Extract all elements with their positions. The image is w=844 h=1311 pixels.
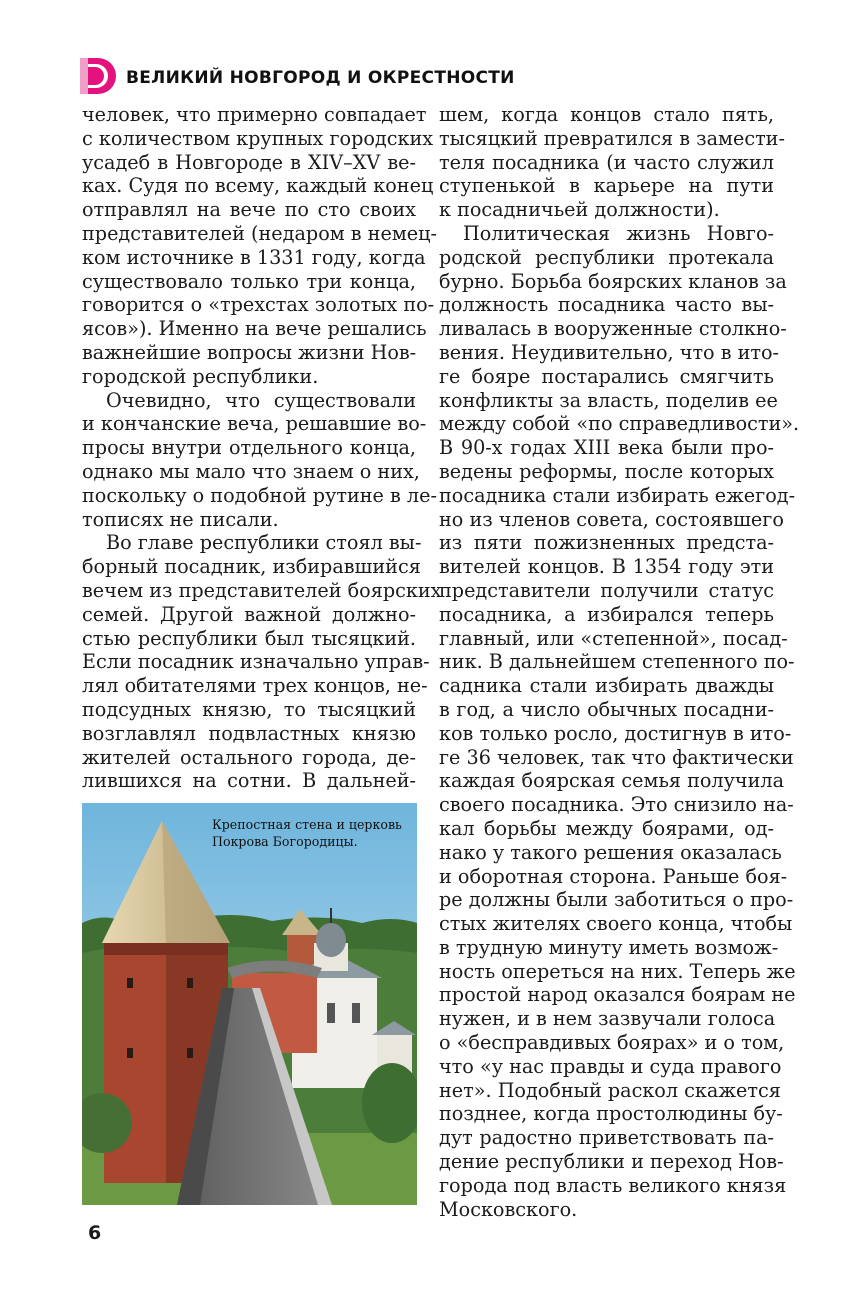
fortress-photo <box>82 803 417 1205</box>
text-line: поскольку о подобной рутине в ле- <box>82 483 437 507</box>
text-line: вечем из представителей боярских <box>82 578 442 602</box>
text-line: нет». Подобный раскол скажется <box>439 1078 781 1102</box>
text-line: и кончанские веча, решавшие во- <box>82 412 427 436</box>
text-line: тописях не писали. <box>82 507 279 531</box>
text-line: позднее, когда простолюдины бу- <box>439 1102 783 1126</box>
text-line: ведены реформы, после которых <box>439 459 774 483</box>
text-line: городской республики. <box>82 364 319 388</box>
text-column-left <box>82 103 442 793</box>
text-line: шем, когда концов стало пять, <box>439 103 774 126</box>
magenta-d-logo-icon <box>80 56 120 96</box>
text-line: лял обитателями трех концов, не- <box>82 674 428 698</box>
text-line: города под власть великого князя <box>439 1173 787 1197</box>
text-line: нужен, и в нем зазвучали голоса <box>439 1007 776 1031</box>
text-line: должность посадника часто вы- <box>439 293 774 317</box>
text-line: вения. Неудивительно, что в ито- <box>439 340 780 364</box>
text-line: что «у нас правды и суда правого <box>439 1054 782 1078</box>
text-line: теля посадника (и часто служил <box>439 150 774 174</box>
text-line: кал борьбы между боярами, од- <box>439 816 774 840</box>
text-line: ком источнике в 1331 году, когда <box>82 245 426 269</box>
caption-line-2: Покрова Богородицы. <box>212 834 358 849</box>
text-line: простой народ оказался боярам не <box>439 983 796 1007</box>
running-header <box>80 56 515 96</box>
text-line: садника стали избирать дважды <box>439 674 774 698</box>
text-line: Политическая жизнь Новго- <box>463 221 774 245</box>
text-line: в год, а число обычных посадни- <box>439 697 774 721</box>
page-number: 6 <box>88 1222 102 1244</box>
text-line: отправлял на вече по сто своих <box>82 198 416 222</box>
text-line: представителей (недаром в немец- <box>82 221 437 245</box>
text-line: посадника, а избирался теперь <box>439 602 774 626</box>
text-line: Во главе республики стоял вы- <box>106 531 422 555</box>
text-line: между собой «по справедливости». <box>439 412 800 436</box>
text-line: тысяцкий превратился в замести- <box>439 126 785 150</box>
text-line: ясов»). Именно на вече решались <box>82 317 427 341</box>
text-line: Если посадник изначально управ- <box>82 650 430 674</box>
text-line: ник. В дальнейшем степенного по- <box>439 650 795 674</box>
text-line: Очевидно, что существовали <box>106 388 416 412</box>
text-line: дут радостно приветствовать па- <box>439 1126 774 1150</box>
text-line: ре должны были заботиться о про- <box>439 888 794 912</box>
text-line: представители получили статус <box>439 578 774 602</box>
text-line: существовало только три конца, <box>82 269 416 293</box>
text-line: лившихся на сотни. В дальней- <box>82 769 416 793</box>
text-line: борный посадник, избиравшийся <box>82 555 421 579</box>
text-line: стых жителях своего конца, чтобы <box>439 912 793 936</box>
text-line: вителей концов. В 1354 году эти <box>439 555 774 579</box>
text-line: Московского. <box>439 1197 578 1221</box>
text-line: из пяти пожизненных предста- <box>439 531 774 555</box>
text-column-right <box>439 103 800 1221</box>
text-line: о «бесправдивых боярах» и о том, <box>439 1031 785 1055</box>
text-line: главный, или «степенной», посад- <box>439 626 788 650</box>
photo-caption <box>212 816 402 850</box>
text-line: В 90-х годах XIII века были про- <box>439 436 774 460</box>
text-line: просы внутри отдельного конца, <box>82 436 416 460</box>
text-line: в трудную минуту иметь возмож- <box>439 935 779 959</box>
text-line: жителей остального города, де- <box>82 745 416 769</box>
text-line: к посадничьей должности). <box>439 198 720 222</box>
text-line: ступенькой в карьере на пути <box>439 174 774 198</box>
text-line: и оборотная сторона. Раньше боя- <box>439 864 788 888</box>
text-line: ливалась в вооруженные столкно- <box>439 317 787 341</box>
text-line: ге бояре постарались смягчить <box>439 364 774 388</box>
text-line: говорится о «трехстах золотых по- <box>82 293 435 317</box>
text-line: ках. Судя по всему, каждый конец <box>82 174 434 198</box>
section-title: ВЕЛИКИЙ НОВГОРОД И ОКРЕСТНОСТИ <box>126 68 515 88</box>
text-line: своего посадника. Это снизило на- <box>439 793 794 817</box>
text-line: посадника стали избирать ежегод- <box>439 483 796 507</box>
text-line: с количеством крупных городских <box>82 126 434 150</box>
caption-line-1: Крепостная стена и церковь <box>212 817 402 832</box>
text-line: однако мы мало что знаем о них, <box>82 459 420 483</box>
text-line: дение республики и переход Нов- <box>439 1150 784 1174</box>
text-line: но из членов совета, состоявшего <box>439 507 784 531</box>
text-line: важнейшие вопросы жизни Нов- <box>82 340 417 364</box>
text-line: подсудных князю, то тысяцкий <box>82 697 416 721</box>
text-line: возглавлял подвластных князю <box>82 721 416 745</box>
text-line: бурно. Борьба боярских кланов за <box>439 269 787 293</box>
text-line: усадеб в Новгороде в XIV–XV ве- <box>82 150 416 174</box>
text-line: конфликты за власть, поделив ее <box>439 388 778 412</box>
text-line: ков только росло, достигнув в ито- <box>439 721 792 745</box>
text-line: нако у такого решения оказалась <box>439 840 782 864</box>
text-line: ге 36 человек, так что фактически <box>439 745 794 769</box>
text-line: ность опереться на них. Теперь же <box>439 959 796 983</box>
text-line: каждая боярская семья получила <box>439 769 785 793</box>
text-line: стью республики был тысяцкий. <box>82 626 416 650</box>
text-line: родской республики протекала <box>439 245 774 269</box>
text-line: человек, что примерно совпадает <box>82 103 427 126</box>
text-line: семей. Другой важной должно- <box>82 602 416 626</box>
